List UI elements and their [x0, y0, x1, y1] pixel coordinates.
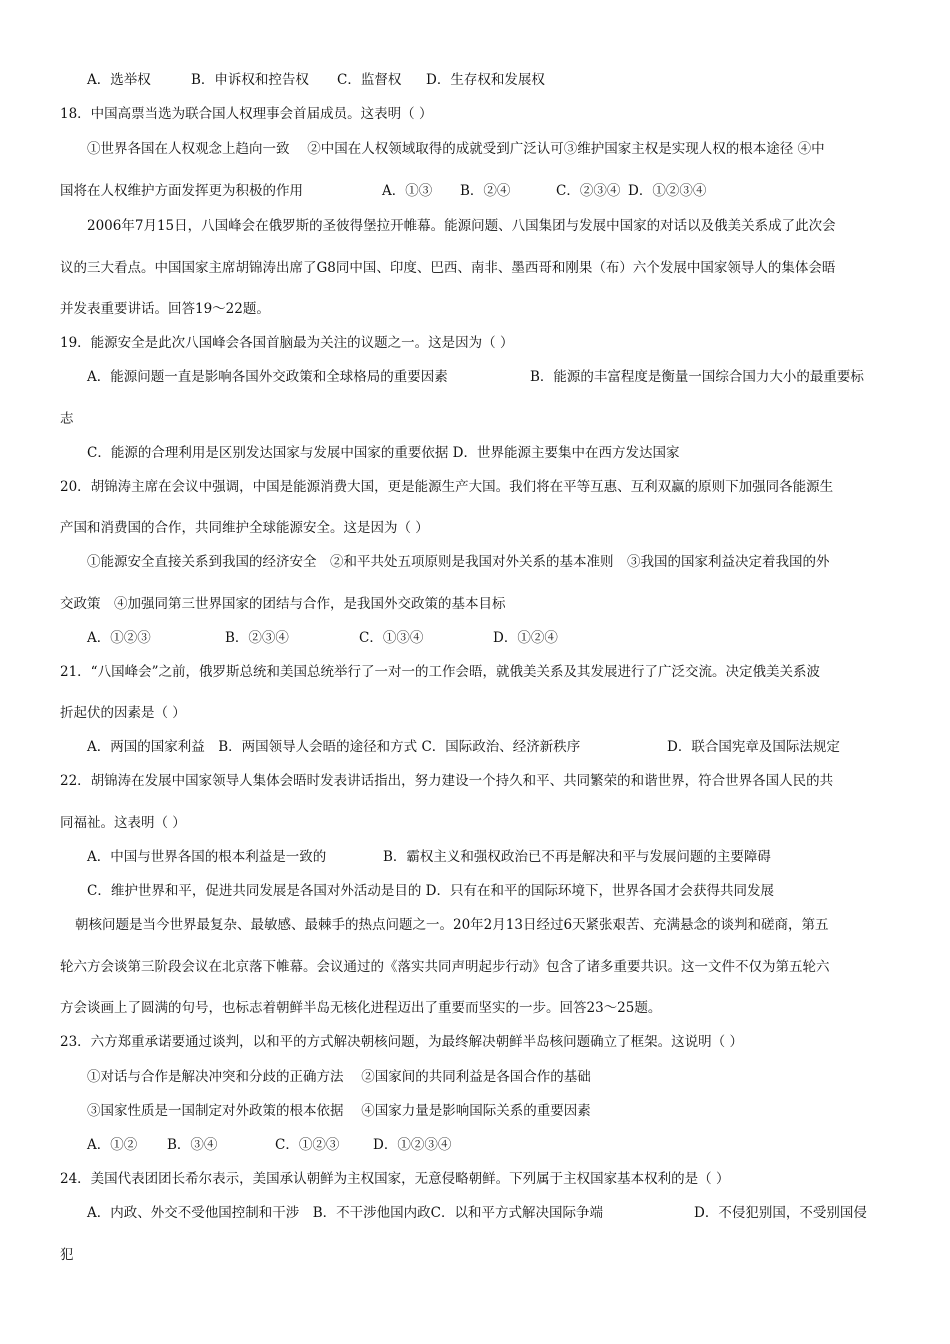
q24-options	[87, 1203, 867, 1223]
q24-stem: 24．美国代表团团长希尔表示，美国承认朝鲜为主权国家，无意侵略朝鲜。下列属于主权国家基本权利的是（ ）	[60, 1171, 730, 1187]
q22-options-ab	[87, 847, 771, 867]
q18-option-a: A．①③	[382, 183, 433, 199]
q18-stem: 18．中国高票当选为联合国人权理事会首届成员。这表明（ ）	[60, 106, 433, 122]
q22-stem: 22．胡锦涛在发展中国家领导人集体会晤时发表讲话指出，努力建设一个持久和平、共同繁荣的和谐世界，符合世界各国人民的共	[60, 773, 834, 789]
q20-choice-line: 交政策 ④加强同第三世界国家的团结与合作，是我国外交政策的基本目标	[60, 596, 506, 612]
q17-options	[87, 70, 545, 90]
q18-choice-line: ①世界各国在人权观念上趋向一致 ②中国在人权领域取得的成就受到广泛认可③维护国家主权是实现人权的根本途径 ④中	[87, 141, 825, 157]
q22-option-b: B．霸权主义和强权政治已不再是解决和平与发展问题的主要障碍	[383, 849, 771, 865]
passage2-line: 方会谈画上了圆满的句号，也标志着朝鲜半岛无核化进程迈出了重要而坚实的一步。回答23～25题。	[60, 1000, 662, 1016]
q17-option-d: D．生存权和发展权	[426, 72, 545, 88]
q20-option-d: D．①②④	[493, 630, 558, 646]
q18-option-b: B．②④	[460, 183, 511, 199]
q24-option-d: D．不侵犯别国，不受别国侵	[694, 1205, 867, 1221]
q20-options	[87, 628, 558, 648]
q20-option-b: B．②③④	[225, 630, 289, 646]
q19-options-cd: C．能源的合理利用是区别发达国家与发展中国家的重要依据 D．世界能源主要集中在西方发达国家	[87, 445, 680, 461]
q21-option-d: D．联合国宪章及国际法规定	[667, 739, 840, 755]
q21-stem: 21．“八国峰会”之前，俄罗斯总统和美国总统举行了一对一的工作会晤，就俄美关系及其发展进行了广泛交流。决定俄美关系波	[60, 664, 820, 680]
q17-option-b: B．申诉权和控告权	[191, 72, 309, 88]
q22-stem-cont: 同福祉。这表明（ ）	[60, 815, 186, 831]
q19-option-b-cont: 志	[60, 411, 74, 427]
q20-stem: 20．胡锦涛主席在会议中强调，中国是能源消费大国，更是能源生产大国。我们将在平等互惠、互利双赢的原则下加强同各能源生	[60, 479, 834, 495]
passage1-line: 2006年7月15日，八国峰会在俄罗斯的圣彼得堡拉开帷幕。能源问题、八国集团与发展中国家的对话以及俄美关系成了此次会	[87, 218, 836, 234]
passage1-line: 议的三大看点。中国国家主席胡锦涛出席了G8同中国、印度、巴西、南非、墨西哥和刚果（布）六个发展中国家领导人的集体会晤	[60, 260, 836, 276]
q23-option-c: C．①②③	[275, 1137, 340, 1153]
q19-option-b: B．能源的丰富程度是衡量一国综合国力大小的最重要标	[530, 369, 864, 385]
passage2-line: 轮六方会谈第三阶段会议在北京落下帷幕。会议通过的《落实共同声明起步行动》包含了诸多重要共识。这一文件不仅为第五轮六	[60, 959, 830, 975]
q23-option-d: D．①②③④	[373, 1137, 452, 1153]
q17-option-a: A．选举权	[87, 72, 151, 88]
q19-stem: 19．能源安全是此次八国峰会各国首脑最为关注的议题之一。这是因为（ ）	[60, 335, 514, 351]
q24-options-abc: A．内政、外交不受他国控制和干涉 B．不干涉他国内政C．以和平方式解决国际争端	[87, 1205, 603, 1221]
q23-option-a: A．①②	[87, 1137, 138, 1153]
q22-options-cd: C．维护世界和平，促进共同发展是各国对外活动是目的 D．只有在和平的国际环境下，世界各国才会获得共同发展	[87, 883, 774, 899]
q22-option-a: A．中国与世界各国的根本利益是一致的	[87, 849, 327, 865]
q18-choice-line	[60, 181, 706, 201]
q23-stem: 23．六方郑重承诺要通过谈判，以和平的方式解决朝核问题，为最终解决朝鲜半岛核问题确立了框架。这说明（ ）	[60, 1034, 743, 1050]
q20-stem-cont: 产国和消费国的合作，共同维护全球能源安全。这是因为（ ）	[60, 520, 429, 536]
q18-option-d: D．①②③④	[628, 183, 707, 199]
q20-choice-line: ①能源安全直接关系到我国的经济安全 ②和平共处五项原则是我国对外关系的基本准则 ③我国的国家利益决定着我国的外	[87, 554, 830, 570]
q20-option-a: A．①②③	[87, 630, 151, 646]
q21-options	[87, 737, 840, 757]
q23-choice-line: ①对话与合作是解决冲突和分歧的正确方法 ②国家间的共同利益是各国合作的基础	[87, 1069, 591, 1085]
q23-options	[87, 1135, 451, 1155]
passage1-line: 并发表重要讲话。回答19～22题。	[60, 301, 270, 317]
q21-stem-cont: 折起伏的因素是（ ）	[60, 705, 186, 721]
q21-options-abc: A．两国的国家利益 B．两国领导人会晤的途径和方式 C．国际政治、经济新秩序	[87, 739, 581, 755]
q23-option-b: B．③④	[167, 1137, 218, 1153]
passage2-line: 朝核问题是当今世界最复杂、最敏感、最棘手的热点问题之一。20年2月13日经过6天紧张艰苦、充满悬念的谈判和磋商，第五	[75, 917, 829, 933]
q19-option-a: A．能源问题一直是影响各国外交政策和全球格局的重要因素	[87, 369, 448, 385]
q24-option-d-cont: 犯	[60, 1247, 74, 1263]
q18-choice-line-cont: 国将在人权维护方面发挥更为积极的作用	[60, 183, 303, 199]
q20-option-c: C．①③④	[359, 630, 424, 646]
q19-options-ab	[87, 367, 864, 387]
q17-option-c: C．监督权	[337, 72, 402, 88]
q23-choice-line: ③国家性质是一国制定对外政策的根本依据 ④国家力量是影响国际关系的重要因素	[87, 1103, 591, 1119]
q18-option-c: C．②③④	[556, 183, 621, 199]
